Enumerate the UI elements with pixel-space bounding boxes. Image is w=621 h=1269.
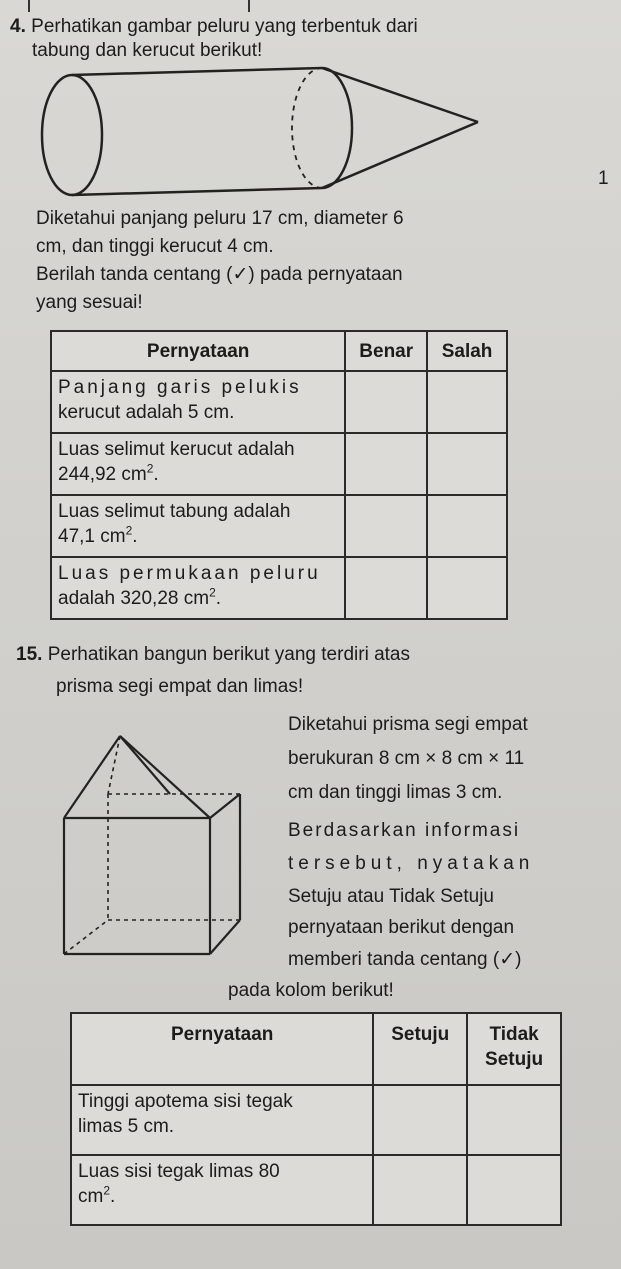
q4-row4-false-cell[interactable] (427, 557, 507, 619)
q15-header-statement: Pernyataan (71, 1013, 373, 1085)
previous-table-edge (0, 0, 621, 12)
table-row (51, 433, 507, 495)
q15-given-1: Diketahui prisma segi empat (288, 714, 528, 735)
q4-row1-line1: Panjang garis pelukis (58, 377, 302, 398)
hidden-base-arc (292, 68, 322, 188)
q4-row2-sup: 2 (146, 461, 154, 476)
q4-given-line1: Diketahui panjang peluru 17 cm, diameter 6 (36, 208, 404, 229)
q4-row4-true-cell[interactable] (345, 557, 427, 619)
cylinder-top-edge (72, 68, 322, 75)
q15-row2-end: . (110, 1186, 116, 1207)
q15-title-line1: Perhatikan bangun berikut yang terdiri atas (47, 644, 410, 665)
q4-row3-line2 (58, 524, 338, 549)
q15-row1-line1: Tinggi apotema sisi tegak (78, 1091, 293, 1112)
table-row (51, 495, 507, 557)
table-row (71, 1155, 561, 1225)
q15-row2-line2 (78, 1184, 366, 1209)
q15-instr-3: Setuju atau Tidak Setuju (288, 886, 494, 907)
q4-row3-end: . (132, 526, 138, 547)
q15-row1-statement (71, 1085, 373, 1155)
q4-row3-true-cell[interactable] (345, 495, 427, 557)
q4-row4-end: . (215, 588, 222, 609)
q4-row3-line1: Luas selimut tabung adalah (58, 501, 291, 522)
q15-given-2: berukuran 8 cm × 8 cm × 11 (288, 748, 525, 769)
pyramid-back-edge (120, 736, 170, 794)
top-right-edge (210, 794, 240, 818)
table-row (51, 371, 507, 433)
q4-number: 4. (10, 16, 26, 37)
q15-row2-agree-cell[interactable] (373, 1155, 467, 1225)
q15-header-disagree: Tidak Setuju (467, 1013, 561, 1085)
q15-table (70, 1012, 562, 1226)
base-left-edge (64, 920, 108, 954)
cylinder-left-ellipse (42, 75, 102, 195)
q4-row4-sup: 2 (209, 585, 216, 600)
q4-heading (10, 16, 418, 38)
q4-row1-statement (51, 371, 345, 433)
cone-top-edge (322, 68, 478, 122)
q15-header-agree: Setuju (373, 1013, 467, 1085)
q4-row2-false-cell[interactable] (427, 433, 507, 495)
q4-row1-true-cell[interactable] (345, 371, 427, 433)
q4-header-false: Salah (427, 331, 507, 371)
q4-row3-value: 47,1 cm (58, 526, 126, 547)
q4-row2-true-cell[interactable] (345, 433, 427, 495)
q15-given-3: cm dan tinggi limas 3 cm. (288, 782, 503, 803)
side-mark: 1 (598, 168, 609, 189)
q15-instr-5: memberi tanda centang (✓) (288, 949, 522, 970)
q4-row4-value: adalah 320,28 cm (58, 588, 210, 609)
q4-row4-line1: Luas permukaan peluru (58, 563, 321, 584)
q4-row3-false-cell[interactable] (427, 495, 507, 557)
q4-row2-line2 (58, 462, 338, 487)
cone-bottom-edge (322, 122, 478, 188)
q15-instr-2: tersebut, nyatakan (288, 853, 535, 874)
q15-row2-disagree-cell[interactable] (467, 1155, 561, 1225)
q15-instr-4: pernyataan berikut dengan (288, 917, 515, 938)
q15-row2-value: cm (78, 1186, 104, 1207)
q15-instr-1: Berdasarkan informasi (288, 820, 521, 841)
q4-instruction-line1: Berilah tanda centang (✓) pada pernyataan (36, 264, 403, 285)
q4-row3-statement (51, 495, 345, 557)
q15-row1-disagree-cell[interactable] (467, 1085, 561, 1155)
prism-pyramid-figure (40, 720, 280, 980)
q4-row4-line2 (58, 586, 338, 611)
table-row (71, 1085, 561, 1155)
q4-header-true: Benar (345, 331, 427, 371)
table-row (51, 557, 507, 619)
q15-row2-sup: 2 (103, 1183, 111, 1198)
q4-row1-line2: kerucut adalah 5 cm. (58, 402, 235, 423)
cylinder-bottom-edge (72, 188, 322, 195)
q15-row2-statement (71, 1155, 373, 1225)
q15-instr-6: pada kolom berikut! (228, 980, 394, 1001)
q15-number: 15. (16, 644, 43, 665)
q15-title-line2: prisma segi empat dan limas! (56, 676, 304, 697)
q4-row2-value: 244,92 cm (58, 464, 147, 485)
bullet-figure (0, 60, 621, 260)
q4-title-line2: tabung dan kerucut berikut! (32, 40, 263, 61)
q4-row4-statement (51, 557, 345, 619)
q15-heading (16, 644, 410, 666)
q4-header-statement: Pernyataan (51, 331, 345, 371)
base-right-edge (210, 920, 240, 954)
q4-row1-false-cell[interactable] (427, 371, 507, 433)
q15-row1-agree-cell[interactable] (373, 1085, 467, 1155)
q4-row2-statement (51, 433, 345, 495)
cylinder-right-arc (322, 68, 352, 188)
q4-title-line1: Perhatikan gambar peluru yang terbentuk dari (31, 16, 418, 37)
q15-row2-line1: Luas sisi tegak limas 80 (78, 1161, 280, 1182)
q15-row1-line2: limas 5 cm. (78, 1116, 175, 1137)
q4-given-line2: cm, dan tinggi kerucut 4 cm. (36, 236, 274, 257)
q4-row2-end: . (153, 464, 159, 485)
q4-table (50, 330, 508, 620)
q4-instruction-line2: yang sesuai! (36, 292, 143, 313)
q4-row3-sup: 2 (125, 523, 133, 538)
q4-row2-line1: Luas selimut kerucut adalah (58, 439, 295, 460)
pyramid-right-edge (120, 736, 210, 818)
